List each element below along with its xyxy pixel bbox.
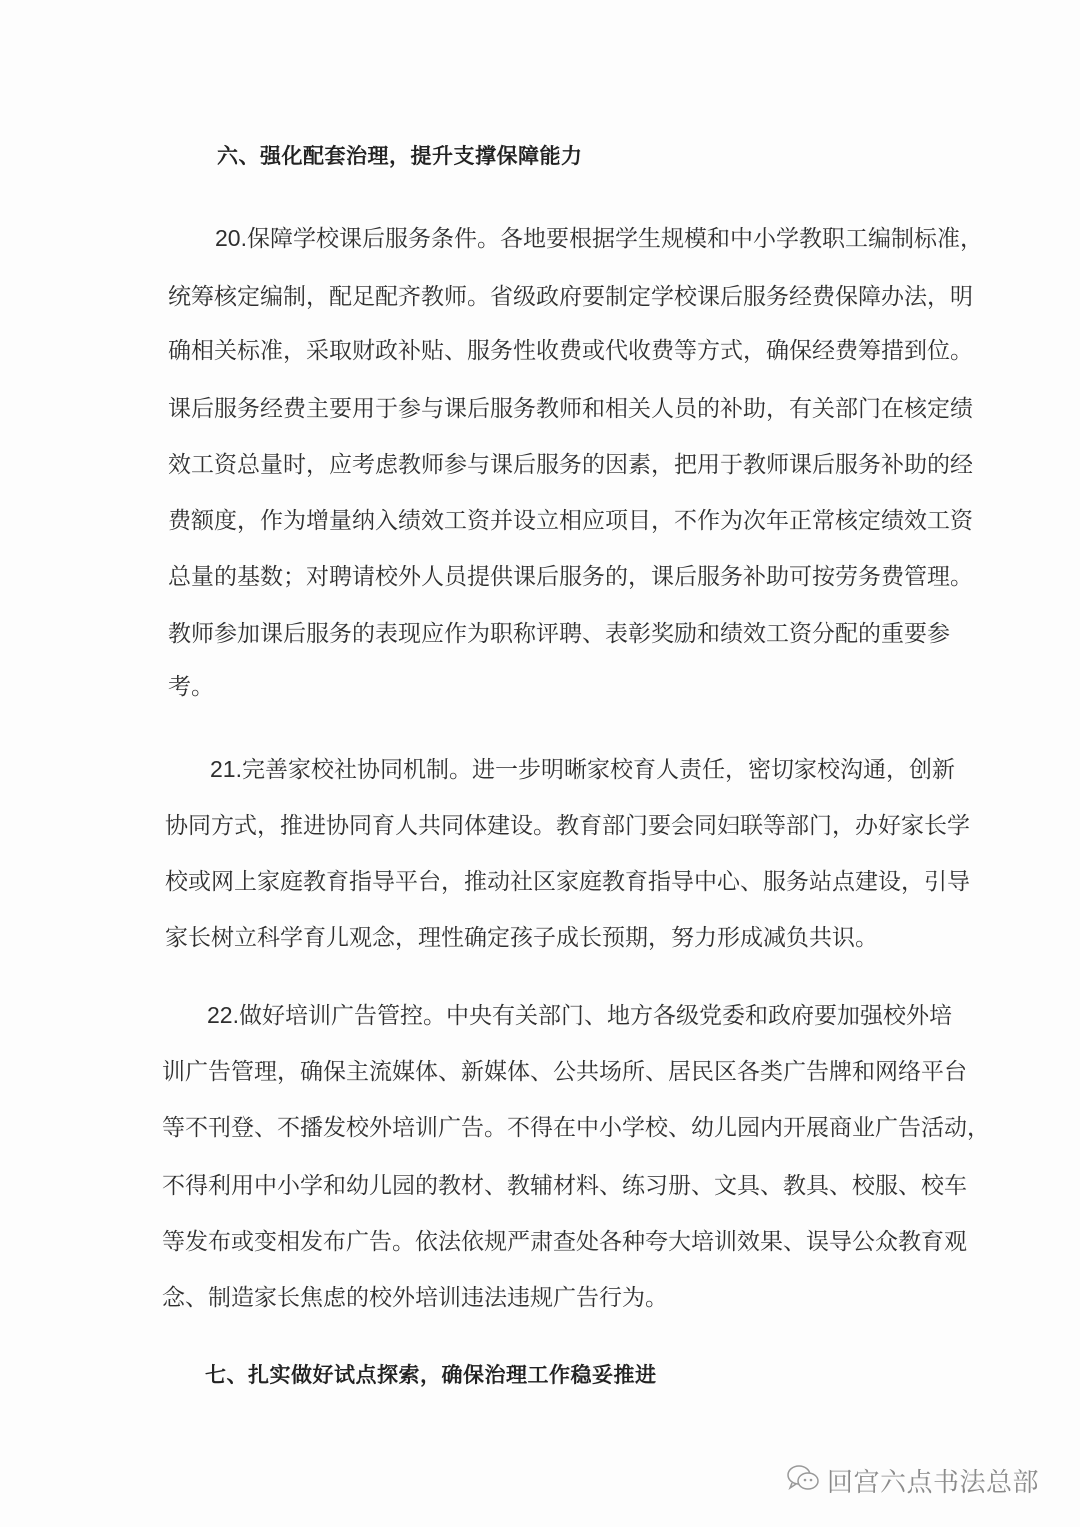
paragraph-line: 校或网上家庭教育指导平台，推动社区家庭教育指导中心、服务站点建设，引导 [165, 868, 970, 894]
paragraph-line: 21.完善家校社协同机制。进一步明晰家校育人责任，密切家校沟通，创新 [210, 756, 955, 782]
watermark [785, 1462, 1039, 1499]
paragraph-line: 家长树立科学育儿观念，理性确定孩子成长预期，努力形成减负共识。 [165, 924, 878, 950]
wechat-icon [785, 1462, 821, 1499]
section-heading-7: 七、扎实做好试点探索，确保治理工作稳妥推进 [205, 1364, 657, 1387]
paragraph-line: 总量的基数；对聘请校外人员提供课后服务的，课后服务补助可按劳务费管理。 [168, 563, 973, 589]
paragraph-line: 统筹核定编制，配足配齐教师。省级政府要制定学校课后服务经费保障办法，明 [168, 283, 973, 309]
paragraph-line: 考。 [168, 673, 214, 699]
paragraph-line: 确相关标准，采取财政补贴、服务性收费或代收费等方式，确保经费筹措到位。 [168, 337, 973, 363]
paragraph-line: 教师参加课后服务的表现应作为职称评聘、表彰奖励和绩效工资分配的重要参 [168, 620, 950, 646]
paragraph-line: 不得利用中小学和幼儿园的教材、教辅材料、练习册、文具、教具、校服、校车 [162, 1172, 967, 1198]
paragraph-line: 20.保障学校课后服务条件。各地要根据学生规模和中小学教职工编制标准， [215, 225, 983, 251]
paragraph-line: 效工资总量时，应考虑教师参与课后服务的因素，把用于教师课后服务补助的经 [168, 451, 973, 477]
paragraph-line: 22.做好培训广告管控。中央有关部门、地方各级党委和政府要加强校外培 [207, 1002, 952, 1028]
section-heading-6: 六、强化配套治理，提升支撑保障能力 [217, 145, 583, 168]
paragraph-line: 协同方式，推进协同育人共同体建设。教育部门要会同妇联等部门，办好家长学 [165, 812, 970, 838]
paragraph-line: 训广告管理，确保主流媒体、新媒体、公共场所、居民区各类广告牌和网络平台 [162, 1058, 967, 1084]
paragraph-line: 课后服务经费主要用于参与课后服务教师和相关人员的补助，有关部门在核定绩 [168, 395, 973, 421]
watermark-text: 回宫六点书法总部 [827, 1467, 1040, 1497]
paragraph-line: 等发布或变相发布广告。依法依规严肃查处各种夸大培训效果、误导公众教育观 [162, 1228, 967, 1254]
paragraph-line: 费额度，作为增量纳入绩效工资并设立相应项目，不作为次年正常核定绩效工资 [168, 507, 973, 533]
paragraph-line: 等不刊登、不播发校外培训广告。不得在中小学校、幼儿园内开展商业广告活动， [162, 1114, 990, 1140]
paragraph-line: 念、制造家长焦虑的校外培训违法违规广告行为。 [162, 1284, 668, 1310]
